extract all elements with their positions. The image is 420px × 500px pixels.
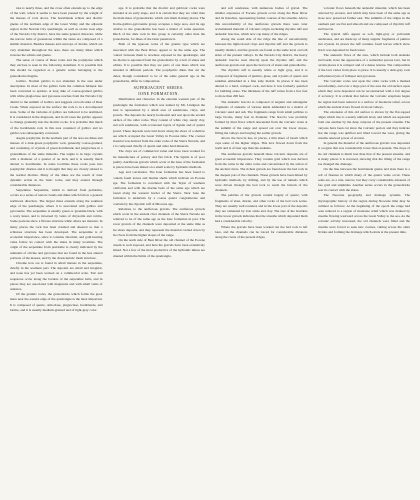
paragraph: The extension of this old surface is shown by the flat-topped ridges which rise to a nearly uniform level, and which are separated from one another by the deep canyons of the present streams. The canyons have been cut since the volcanic period, and they indicate that the range was uplifted and tilted toward the west, giving the streams renewed power of erosion.: [317, 110, 410, 141]
paragraph: On the line between the hornblende gneiss and slate there is a belt of fissures in which many of the quartz veins occur. These veins are, as a rule, narrow, but they carry considerable amounts of free gold and sulphides. Another series occurs in the granodiorite near its contact with the slates.: [317, 167, 410, 193]
paragraph: The typical tuffs appear as soft, light-gray or yellowish sandstones, and are made up of many angular fragments of pumice and crystals. In places the tuff contains fossil leaves which show that it was deposited in fresh water.: [317, 32, 410, 52]
paragraph: Of the granitic rocks, the granodiorite which forms the great mass near the eastern edge of the quadrangle is the most important. It is composed of quartz, orthoclase, plagioclase, hornblende, and biotite, and it is usually medium-grained and of light-gray color.: [10, 292, 103, 312]
paragraph: Distribution and character. In the extreme western part of the quadrangle the formation which was named by Mr. Lindgren the Ione is represented by a small area of sandstones, clays, and gravels. The deposits lie nearly horizontal and rest upon the eroded surface of the older rocks. They consist of white clay, sandy clay, and soft sandstone, with occasional layers of lignite and of quartz gravel. These deposits were laid down along the shore of a shallow sea which occupied the Great Valley in Eocene time. The coarser material was derived from the older rocks of the Sierra Nevada, and it is composed chiefly of quartz and other hard minerals.: [112, 97, 205, 149]
paragraph: Chrome iron ore is found in small masses in the serpentine, chiefly in the southern part. The deposits are small and irregular, and none has yet been worked on a commercial scale. Talc and soapstone occur along the borders of the serpentine belts, and in places they are associated with magnesite and with small veins of asbestos.: [10, 260, 103, 291]
paragraph: The volcanic rocks rest upon the older rocks with a marked unconformity, and over a large part of the area the old surface upon which they were deposited can be reconstructed with a fair degree of accuracy. It is evident that before the volcanic eruptions began the region had been reduced to a surface of moderate relief, across which the ancient rivers flowed in broad valleys.: [317, 78, 410, 109]
column-1: [10, 6, 103, 494]
paragraph: Both of the igneous rocks of the granite type which are associated with the Bear River, appear to be the same age. The contact between them is nowhere exposed in the quadrangle, and the diorite is separated from the granodiorite by a belt of slates and schists. It is possible that they are parts of one mass which was intruded at different periods. The porphyritic dikes that cut the slates, though considered to be of the same general age as the granodiorite, differ in composition.: [112, 42, 205, 83]
paragraph: ture is nearly three, and the cross often extends up to the edge of the wall, where it seems to have been pressed by the weight of the masses of rock above. The hornblende schists and dioritic gneiss of the northern edge of the Great Valley and the adjacent region in the Nevada City quadrangle, as well as on the west edge of the Nevada City district, have the same general character, while the narrow belts of greenstone within the slates are composed of a similar material. Besides masses and outcrops of diorite, which are very abundant throughout the area, there are many dikes which traverse the schists and gneiss.: [10, 6, 103, 57]
text-columns: [10, 6, 410, 494]
paragraph: On the north side of Bear River the old channel of the Eocene stream is well exposed, and here the gravels have been extensively mined. Not a few of the most productive of the hydraulic mines are situated within the limits of the quadrangle.: [112, 237, 205, 258]
paragraph: The andesitic breccia is composed of angular and subangular fragments of andesite of various kinds embedded in a matrix of volcanic sand and ash. The fragments range from small pebbles to large blocks, many feet in diameter. The breccia was probably formed by mud flows which descended from the volcanic vents at the summit of the range and spread out over the lower slopes, filling the valleys and burying the earlier gravels.: [215, 99, 308, 135]
paragraph: Relations to the auriferous gravels. The auriferous gravels which occur in the ancient river channels of the Sierra Nevada are believed to be of the same age as the Ione formation in part. The lower gravels of the channels were deposited at the same time as the shore deposits, and they represent the material carried down by the rivers from the higher slopes of the range.: [112, 206, 205, 237]
column-3: [215, 6, 308, 494]
paragraph: The rhyolitic tuff is usually white or light gray, and it is composed of fragments of pumice, glass, and crystals of quartz and sanidine embedded in a fine ashy matrix. In places it has been altered to a hard, compact rock, and here it was formerly quarried for building stone. The thickness of the tuff varies from a few feet to more than 200 feet.: [215, 68, 308, 99]
paragraph: Age and correlation. The Ione formation has been found to contain fossil leaves and marine shells which indicate an Eocene age. The formation is correlated with the Tejon of southern California and with the marine beds of the same age which are found along the western border of the Sierra. Near Ione the formation is underlain by a coarse quartz conglomerate and overlain by the rhyolitic tuff of Miocene age.: [112, 170, 205, 206]
paragraph: volcanic flows beneath the andesitic material, which has been removed by erosion, and which may have been of the same age as those now preserved farther east. The summits of the ridges in the southern part are flat and smooth and are composed of rhyolitic tuff and breccia.: [317, 6, 410, 31]
column-2: [113, 6, 206, 494]
paragraph: The clays are of commercial value and have been worked for the manufacture of pottery and fire brick. The lignite is of poor quality. Auriferous gravels which occur at the base of the formation in places have been mined on a small scale by hydraulic methods.: [112, 149, 205, 170]
paragraph: Where the gravels have been worked out the bed rock is left bare, and the channels can be traced for considerable distances along the crests of the present ridges.: [215, 224, 308, 239]
paragraph: The auriferous gravels beneath these volcanic deposits are of great economic importance. They contain gold which was derived from the veins in the older rocks and concentrated by the action of the ancient rivers. The richest gravels are found near the bed rock in the deepest part of the channels. These gravels have been mined by hydraulic methods, by drifting, and by the use of tunnels which were driven through the bed rock to reach the bottom of the channels.: [215, 151, 308, 193]
section-heading: SUPERJACENT SERIES.: [133, 85, 184, 91]
paragraph: The andesitic flows of the area, which include both andesite and basalt, have the appearance of a somewhat porous lava, but in certain places it is compact and of a dense texture. The composition of the lava varies from place to place. It is usually a dark-gray rock with phenocrysts of feldspar and pyroxene.: [317, 52, 410, 78]
paragraph: The Neocene geography and drainage systems. The physiographic history of the region during Neocene time may be outlined as follows: At the beginning of the epoch the range had been reduced to a region of moderate relief which was drained by streams flowing westward across the Great Valley to the sea. As the volcanic activity increased, the old channels were filled and the streams were forced to seek new courses, cutting across the older divides and forming the drainage which exists at the present time.: [317, 193, 410, 234]
paragraph: The sense of course of these rocks and the porphyries which they enclose is seen in the following statement. It is possible that this should be regarded as a genetic series belonging to the granodiorite magma.: [10, 58, 103, 78]
paragraph: Augite porphyrite. In the northern part of the area are dikes and masses of a dark-green porphyritic rock, generally coarse-grained, and consisting of crystals of green hornblende and plagioclase in a groundmass of the same minerals. The augite is in large crystals with a diameter of a quarter of an inch, and it is usually much altered to hornblende. In some localities these rocks pass into porphyritic diorites and it is thought that they are closely related to the normal diorites. Many of the dikes are the result of later dynamic action in the basic rocks, and they extend through considerable distances.: [10, 136, 103, 187]
paragraph: and soft sandstone, with numerous bodies of gravel. The smaller exposures of Eocene gravels occur along the Bear River and its branches, representing former courses of the streams. Above this unconformity of the auriferous gravels there were later accumulated material of volcanic origin, including rhyolite tuff and andesitic breccias, which now cap many of the ridges.: [215, 6, 308, 37]
paragraph: Along the south side of the ridge the line of unconformity between the lightcolored clays and rhyolite tuff and the gravels is usually distinct, and the gravels are found at the same level on both sides of the present valleys. In the Nevada City district, the heavy andesitic breccia rests directly upon the rhyolite tuff, and the auriferous gravels rest upon the bed rock of slates and granodiorite.: [215, 37, 308, 68]
paragraph: age. It is probable that the dioritic and gabbroic rocks were intruded at an early stage, and it is certain that they are older than the main mass of granodiorite, which cuts them in many places. The diorite-gabbro-pyroxenite group occupies a large area, and its age relative to the granodiorite has been a matter of some question. Much of the dark rock in this group is certainly older than the granodiorite, for dikes of the latter penetrate it.: [112, 6, 205, 42]
paragraph: Serpentine. Serpentine, which is derived from peridotite, occurs as a series of narrow bands and dikes which follow a general northwest direction. The largest mass extends along the southern edge of the quadrangle, where it is associated with gabbro and pyroxenite. The serpentine is usually green or greenish-black, with a waxy luster, and is traversed by veins of chrysotile and calcite. Some portions show a fibrous structure while others are massive. In many places the rock has been crushed and sheared so that a schistose structure has been developed. The serpentine is of economic importance, since it contains chromite, and gold-bearing veins follow its contact with the slates in many localities. The origin of the serpentine from peridotite is clearly indicated by the remnants of olivine and pyroxene that are found in the less altered portions of the masses, and by the characteristic mesh structure.: [10, 188, 103, 260]
column-4: [318, 6, 411, 494]
paragraph: Above the breccia lies, in places, a thin sheet of basalt which caps some of the higher ridges. This lava flowed down from the north and is of later age than the andesite.: [215, 136, 308, 151]
section-subheading: IONE FORMATION.: [138, 91, 180, 97]
paragraph: In general the material of the auriferous gravels was deposited in a region that was considerably lower than at present. The slope of the old channels is much less than that of the present streams, and in many places it is reversed, showing that the tilting of the range has changed the drainage.: [317, 141, 410, 167]
paragraph: Gabbro. Normal gabbro is not abundant in the area under description. In most of the gabbro belts the common feldspar has been converted to epidote. A long dike of coarse-grained gabbro with white plagioclase and pyroxene reaches from the Nevada City district to the summit of Gabbro and suggests on both sides of Deer Creek. When exposed on the surface the rock is in a decomposed state. Some of the varieties of gabbro are believed to be uralitized. It is considered in the diagnosis, and in all cases the gabbro appears to change gradually into the dioritic rocks. It is probable that much of the hornblende rock in this area consisted of gabbro and no gabbro was subsequently converted.: [10, 78, 103, 135]
paragraph: The pebbles of the gravels consist largely of quartz, with fragments of slate, diorite, and other rocks of the bed rock series. They are usually well rounded, and in the lower part of the deposits they are cemented by iron oxide and clay. The size of the boulders in the lower gravels indicates that the streams which deposited them had a considerable velocity.: [215, 193, 308, 224]
